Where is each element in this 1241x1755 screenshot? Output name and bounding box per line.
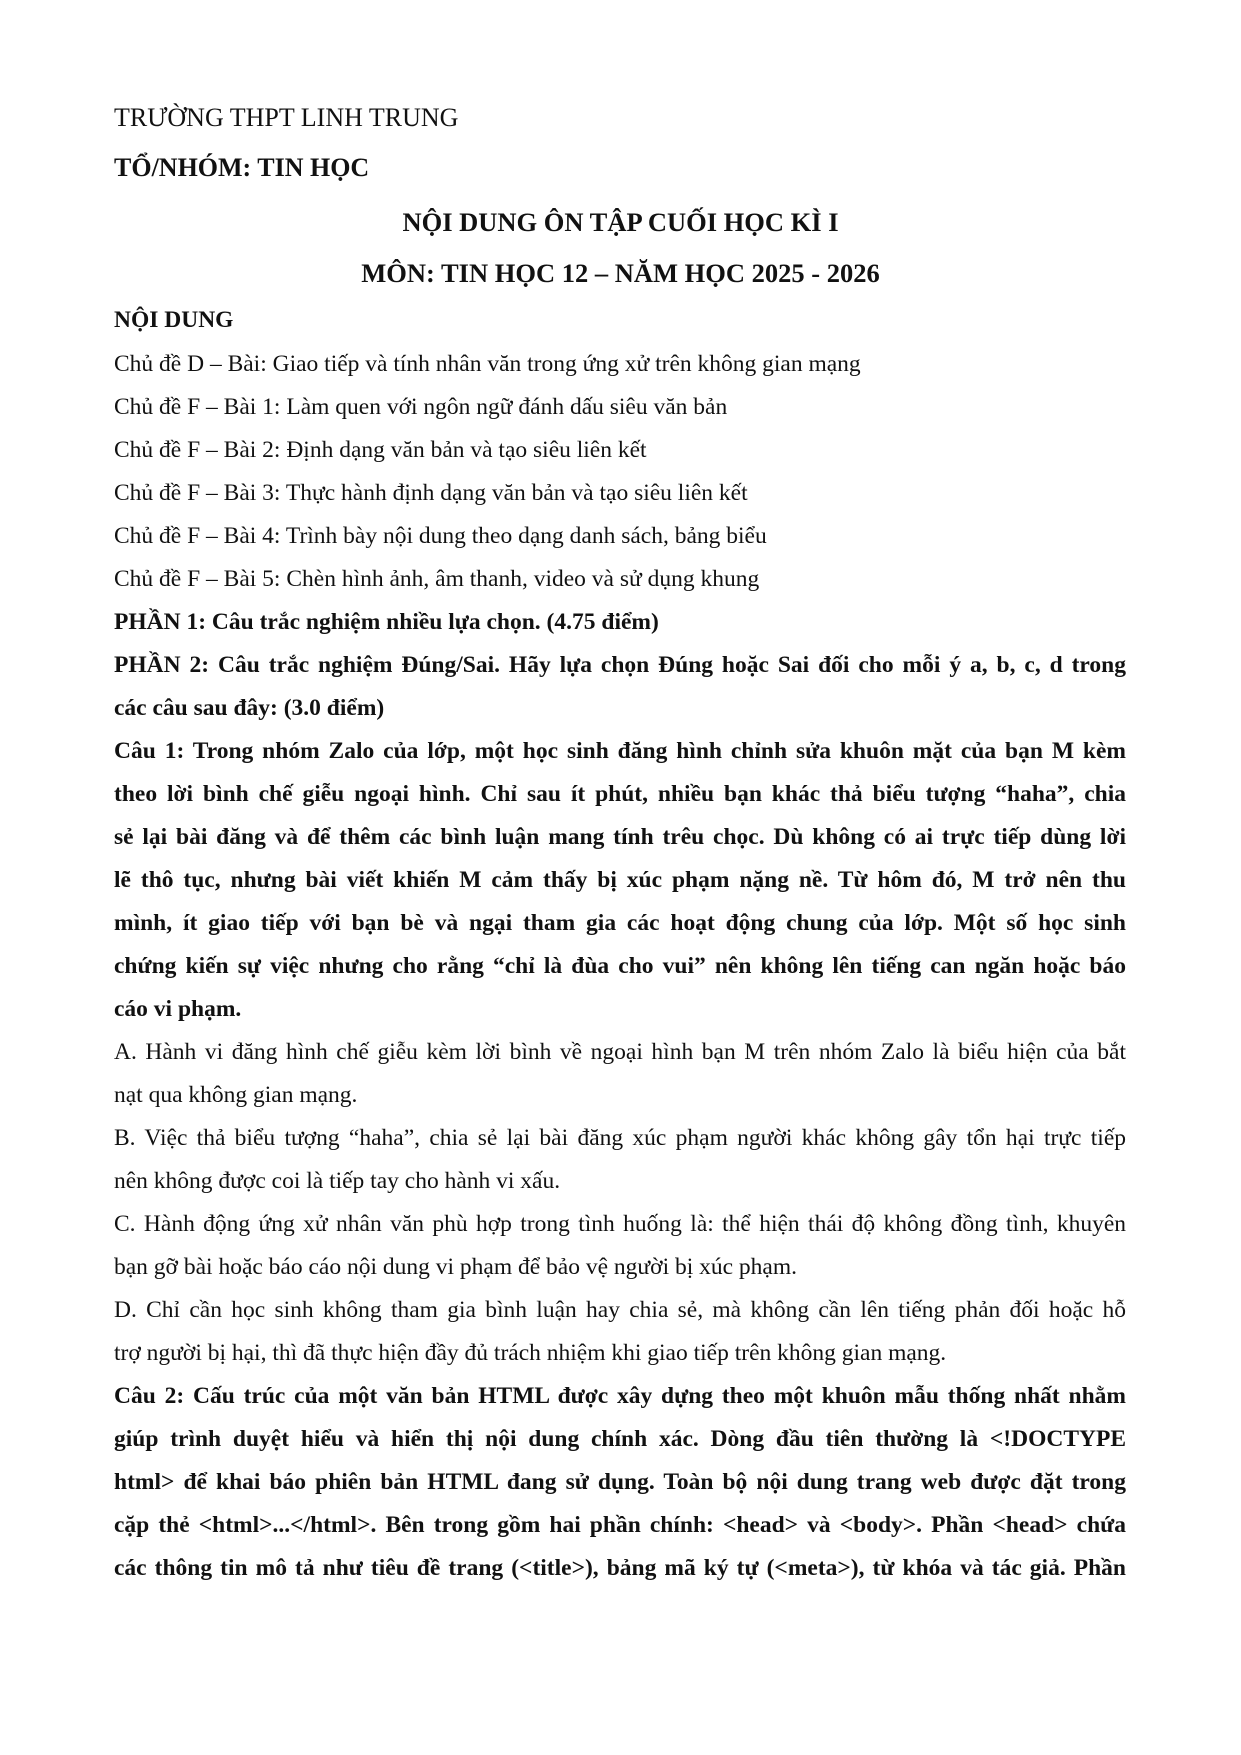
option-c-line: bạn gỡ bài hoặc báo cáo nội dung vi phạm để bảo vệ người bị xúc phạm. <box>114 1254 798 1280</box>
question1-stem-line: mình, ít giao tiếp với bạn bè và ngại tham gia các hoạt động chung của lớp. Một số học sinh <box>114 910 1126 936</box>
question1-stem-line: lẽ thô tục, nhưng bài viết khiến M cảm thấy bị xúc phạm nặng nề. Từ hôm đó, M trở nên thu <box>114 867 1126 893</box>
question2-stem-line: html> để khai báo phiên bản HTML đang sử dụng. Toàn bộ nội dung trang web được đặt trong <box>114 1469 1126 1495</box>
department-name: TỔ/NHÓM: TIN HỌC <box>114 153 370 182</box>
question1-stem-line: cáo vi phạm. <box>114 996 242 1022</box>
content-heading: NỘI DUNG <box>114 307 234 333</box>
question2-stem-line: giúp trình duyệt hiểu và hiển thị nội dung chính xác. Dòng đầu tiên thường là <!DOCTYPE <box>114 1426 1126 1452</box>
option-a-line: nạt qua không gian mạng. <box>114 1082 358 1108</box>
question2-stem-line: Câu 2: Cấu trúc của một văn bản HTML được xây dựng theo một khuôn mẫu thống nhất nhằm <box>114 1383 1126 1409</box>
question1-stem-line: theo lời bình chế giễu ngoại hình. Chỉ sau ít phút, nhiều bạn khác thả biểu tượng “haha”, chia <box>114 781 1126 807</box>
option-d-line: D. Chỉ cần học sinh không tham gia bình luận hay chia sẻ, mà không cần lên tiếng phản đối hoặc hỗ <box>114 1297 1126 1323</box>
question1-stem-line: chứng kiến sự việc nhưng cho rằng “chỉ là đùa cho vui” nên không lên tiếng can ngăn hoặc báo <box>114 953 1126 979</box>
topic-item: Chủ đề F – Bài 2: Định dạng văn bản và tạo siêu liên kết <box>114 437 647 463</box>
topic-item: Chủ đề F – Bài 4: Trình bày nội dung theo dạng danh sách, bảng biểu <box>114 523 767 549</box>
option-c-line: C. Hành động ứng xử nhân văn phù hợp trong tình huống là: thể hiện thái độ không đồng tình, khuyên <box>114 1211 1126 1237</box>
option-a-line: A. Hành vi đăng hình chế giễu kèm lời bình về ngoại hình bạn M trên nhóm Zalo là biểu hiện của bắt <box>114 1039 1126 1065</box>
question1-stem-line: Câu 1: Trong nhóm Zalo của lớp, một học sinh đăng hình chỉnh sửa khuôn mặt của bạn M kèm <box>114 738 1126 764</box>
option-b-line: B. Việc thả biểu tượng “haha”, chia sẻ lại bài đăng xúc phạm người khác không gây tổn hại trực tiếp <box>114 1125 1126 1151</box>
topic-item: Chủ đề F – Bài 5: Chèn hình ảnh, âm thanh, video và sử dụng khung <box>114 566 760 592</box>
topic-item: Chủ đề F – Bài 3: Thực hành định dạng văn bản và tạo siêu liên kết <box>114 480 748 506</box>
question2-stem-line: các thông tin mô tả như tiêu đề trang (<title>), bảng mã ký tự (<meta>), từ khóa và tác giả. Phần <box>114 1555 1126 1581</box>
part1-heading: PHẦN 1: Câu trắc nghiệm nhiều lựa chọn. (4.75 điểm) <box>114 609 659 635</box>
question2-stem-line: cặp thẻ <html>...</html>. Bên trong gồm hai phần chính: <head> và <body>. Phần <head> chứa <box>114 1512 1126 1538</box>
option-b-line: nên không được coi là tiếp tay cho hành vi xấu. <box>114 1168 561 1194</box>
document-subtitle: MÔN: TIN HỌC 12 – NĂM HỌC 2025 - 2026 <box>361 258 880 288</box>
topic-item: Chủ đề D – Bài: Giao tiếp và tính nhân văn trong ứng xử trên không gian mạng <box>114 351 861 377</box>
topic-item: Chủ đề F – Bài 1: Làm quen với ngôn ngữ đánh dấu siêu văn bản <box>114 394 728 420</box>
question1-stem-line: sẻ lại bài đăng và để thêm các bình luận mang tính trêu chọc. Dù không có ai trực tiếp dùng lời <box>114 824 1126 850</box>
school-name: TRƯỜNG THPT LINH TRUNG <box>114 103 459 132</box>
part2-heading-line: PHẦN 2: Câu trắc nghiệm Đúng/Sai. Hãy lựa chọn Đúng hoặc Sai đối cho mỗi ý a, b, c, d trong <box>114 652 1126 678</box>
option-d-line: trợ người bị hại, thì đã thực hiện đầy đủ trách nhiệm khi giao tiếp trên không gian mạng. <box>114 1340 947 1366</box>
part2-heading-line: các câu sau đây: (3.0 điểm) <box>114 695 385 721</box>
document-title: NỘI DUNG ÔN TẬP CUỐI HỌC KÌ I <box>402 207 839 237</box>
